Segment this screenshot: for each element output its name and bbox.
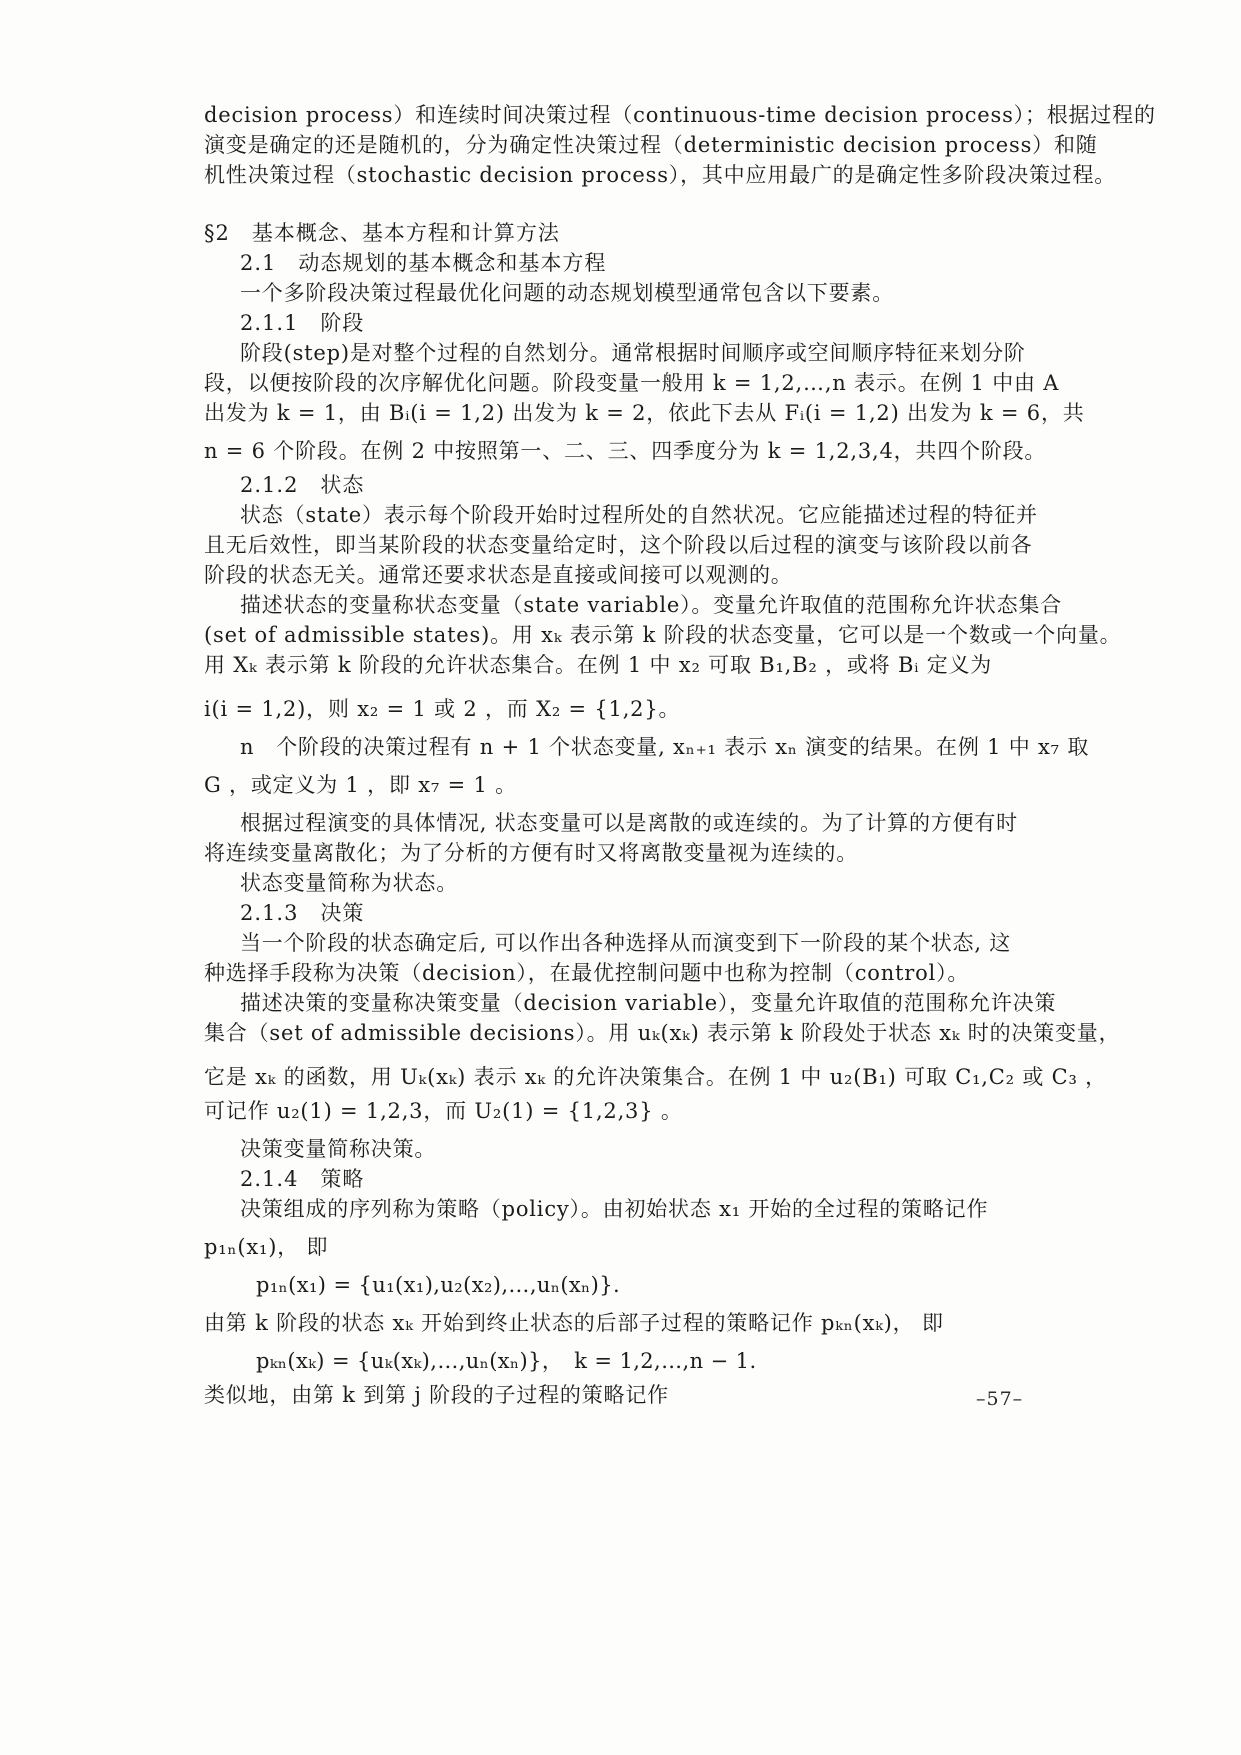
text-line: 由第 k 阶段的状态 xₖ 开始到终止状态的后部子过程的策略记作 pₖₙ(xₖ)， 即 [204,1311,944,1335]
text-line: n = 6 个阶段。在例 2 中按照第一、二、三、四季度分为 k = 1,2,3,4，共四个阶段。 [204,439,1047,463]
document-lines [204,100,1156,1410]
text-line: 用 Xₖ 表示第 k 阶段的允许状态集合。在例 1 中 x₂ 可取 B₁,B₂ ，或将 Bᵢ 定义为 [204,653,993,677]
text-line: 当一个阶段的状态确定后, 可以作出各种选择从而演变到下一阶段的某个状态, 这 [240,931,1012,955]
text-line: 集合（set of admissible decisions）。用 uₖ(xₖ) 表示第 k 阶段处于状态 xₖ 时的决策变量， [204,1021,1121,1045]
formula-line: p₁ₙ(x₁) = {u₁(x₁),u₂(x₂),…,uₙ(xₙ)}. [256,1273,621,1297]
section-heading: 2.1 动态规划的基本概念和基本方程 [240,251,607,275]
text-line: 演变是确定的还是随机的，分为确定性决策过程（deterministic decision process）和随 [204,133,1098,157]
section-heading: 2.1.3 决策 [240,901,365,925]
text-line: 机性决策过程（stochastic decision process），其中应用最广的是确定性多阶段决策过程。 [204,163,1117,187]
section-heading: §2 基本概念、基本方程和计算方法 [204,221,560,245]
text-line: 状态变量简称为状态。 [240,871,458,895]
text-line: p₁ₙ(x₁)， 即 [204,1235,329,1259]
text-line: 描述决策的变量称决策变量（decision variable），变量允许取值的范围称允许决策 [240,991,1057,1015]
text-line: 将连续变量离散化；为了分析的方便有时又将离散变量视为连续的。 [204,841,858,865]
text-line: 描述状态的变量称状态变量（state variable）。变量允许取值的范围称允许状态集合 [240,593,1063,617]
text-line: 出发为 k = 1，由 Bᵢ(i = 1,2) 出发为 k = 2，依此下去从 Fᵢ(i = 1,2) 出发为 k = 6，共 [204,401,1085,425]
text-line: 可记作 u₂(1) = 1,2,3，而 U₂(1) = {1,2,3} 。 [204,1099,683,1123]
section-heading: 2.1.4 策略 [240,1167,365,1191]
text-line: decision process）和连续时间决策过程（continuous-time decision process）；根据过程的 [204,103,1156,127]
text-line: 种选择手段称为决策（decision），在最优控制问题中也称为控制（control）。 [204,961,970,985]
text-line: 类似地，由第 k 到第 j 阶段的子过程的策略记作 [204,1383,669,1407]
text-line: 阶段(step)是对整个过程的自然划分。通常根据时间顺序或空间顺序特征来划分阶 [240,341,1026,365]
page-number: –57– [976,1388,1024,1410]
section-heading: 2.1.1 阶段 [240,311,365,335]
text-line: 根据过程演变的具体情况, 状态变量可以是离散的或连续的。为了计算的方便有时 [240,811,1018,835]
text-line: 决策变量简称决策。 [240,1137,437,1161]
text-line: 阶段的状态无关。通常还要求状态是直接或间接可以观测的。 [204,563,793,587]
section-heading: 2.1.2 状态 [240,473,365,497]
text-line: G ，或定义为 1 ，即 x₇ = 1 。 [204,773,517,797]
text-line: 且无后效性，即当某阶段的状态变量给定时，这个阶段以后过程的演变与该阶段以前各 [204,533,1033,557]
text-line: 一个多阶段决策过程最优化问题的动态规划模型通常包含以下要素。 [240,281,894,305]
text-line: 段，以便按阶段的次序解优化问题。阶段变量一般用 k = 1,2,…,n 表示。在例 1 中由 A [204,371,1060,395]
text-line: n 个阶段的决策过程有 n + 1 个状态变量, xₙ₊₁ 表示 xₙ 演变的结果。在例 1 中 x₇ 取 [240,735,1090,759]
text-line: (set of admissible states)。用 xₖ 表示第 k 阶段的状态变量，它可以是一个数或一个向量。 [204,623,1122,647]
text-line: 它是 xₖ 的函数，用 Uₖ(xₖ) 表示 xₖ 的允许决策集合。在例 1 中 u₂(B₁) 可取 C₁,C₂ 或 C₃ ， [204,1065,1107,1089]
text-line: 决策组成的序列称为策略（policy）。由初始状态 x₁ 开始的全过程的策略记作 [240,1197,989,1221]
text-line: 状态（state）表示每个阶段开始时过程所处的自然状况。它应能描述过程的特征并 [240,503,1038,527]
text-line: i(i = 1,2)，则 x₂ = 1 或 2 ，而 X₂ = {1,2}。 [204,697,681,721]
formula-line: pₖₙ(xₖ) = {uₖ(xₖ),…,uₙ(xₙ)}， k = 1,2,…,n − 1. [256,1349,757,1373]
